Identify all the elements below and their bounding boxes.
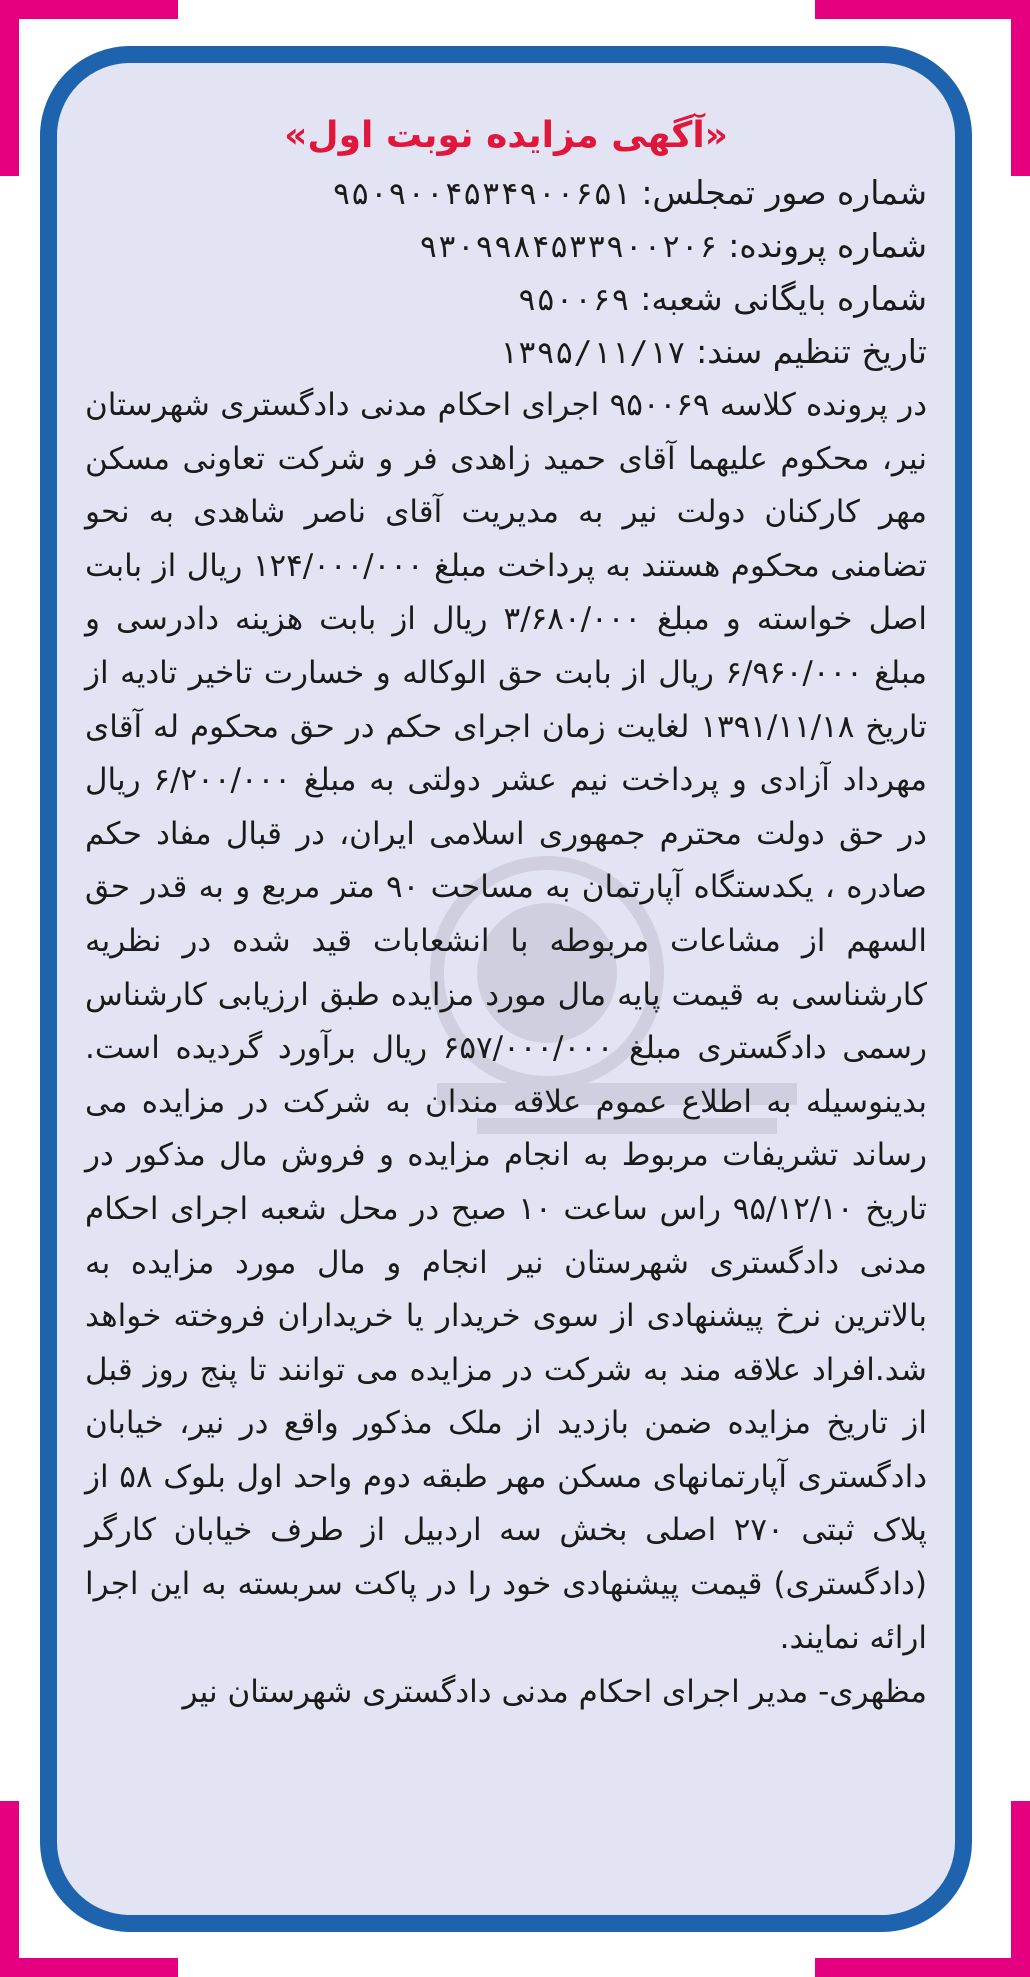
- issue-date: ۱۳۹۵/۱۱/۱۷: [499, 335, 686, 371]
- crop-mark-bottom-left: [0, 1801, 19, 1977]
- case-number: ۹۳۰۹۹۸۴۵۳۳۹۰۰۲۰۶: [419, 229, 718, 265]
- case-number-line: [85, 220, 927, 273]
- crop-mark-top-left: [0, 0, 19, 176]
- crop-mark-top-right: [1011, 0, 1030, 176]
- crop-mark-bottom-right: [1011, 1801, 1030, 1977]
- crop-mark-bottom-left-horizontal: [0, 1958, 178, 1977]
- notice-title: «آگهی مزایده نوبت اول»: [284, 115, 728, 156]
- notice-content: [85, 111, 927, 1885]
- archive-number-line: [85, 273, 927, 326]
- notice-signature: مظهری- مدیر اجرای احکام مدنی دادگستری شهرستان نیر: [182, 1674, 927, 1711]
- record-number-label: شماره صور تمجلس:: [641, 173, 927, 212]
- record-number: ۹۵۰۹۰۰۴۵۳۴۹۰۰۶۵۱: [332, 176, 631, 212]
- issue-date-line: [85, 326, 927, 379]
- crop-mark-top-left-horizontal: [0, 0, 178, 19]
- notice-frame: [40, 46, 972, 1932]
- archive-number-label: شماره بایگانی شعبه:: [640, 279, 927, 318]
- record-number-line: [85, 167, 927, 220]
- archive-number: ۹۵۰۰۶۹: [517, 282, 630, 318]
- issue-date-label: تاریخ تنظیم سند:: [696, 332, 927, 371]
- case-number-label: شماره پرونده:: [728, 226, 927, 265]
- crop-mark-top-right-horizontal: [815, 0, 1030, 19]
- crop-mark-bottom-right-horizontal: [815, 1958, 1030, 1977]
- notice-body: در پرونده کلاسه ۹۵۰۰۶۹ اجرای احکام مدنی دادگستری شهرستان نیر، محکوم علیهما آقای حمید زاهدی فر و شرکت تعاونی مسکن مهر کارکنان دولت نیر به مدیریت آقای ناصر شاهدی به نحو تضامنی محکوم هستند به پرداخت مبلغ ۱۲۴/۰۰۰/۰۰۰ ریال از بابت اصل خواسته و مبلغ ۳/۶۸۰/۰۰۰ ریال از بابت هزینه دادرسی و مبلغ ۶/۹۶۰/۰۰۰ ریال از بابت حق الوکاله و خسارت تاخیر تادیه از تاریخ ۱۳۹۱/۱۱/۱۸ لغایت زمان اجرای حکم در حق محکوم له آقای مهرداد آزادی و پرداخت نیم عشر دولتی به مبلغ ۶/۲۰۰/۰۰۰ ریال در حق دولت محترم جمهوری اسلامی ایران، در قبال مفاد حکم صادره ، یکدستگاه آپارتمان به مساحت ۹۰ متر مربع و به قدر حق السهم از مشاعات مربوطه با انشعابات قید شده در نظریه کارشناسی به قیمت پایه مال مورد مزایده طبق ارزیابی کارشناس رسمی دادگستری مبلغ ۶۵۷/۰۰۰/۰۰۰ ریال برآورد گردیده است. بدینوسیله به اطلاع عموم علاقه مندان به شرکت در مزایده می رساند تشریفات مربوط به انجام مزایده و فروش مال مذکور در تاریخ ۹۵/۱۲/۱۰ راس ساعت ۱۰ صبح در محل شعبه اجرای احکام مدنی دادگستری شهرستان نیر انجام و مال مورد مزایده به بالاترین نرخ پیشنهادی از سوی خریدار یا خریداران فروخته خواهد شد.افراد علاقه مند به شرکت در مزایده می توانند تا پنج روز قبل از تاریخ مزایده ضمن بازدید از ملک مذکور واقع در نیر، خیابان دادگستری آپارتمانهای مسکن مهر طبقه دوم واحد اول بلوک ۵۸ از پلاک ثبتی ۲۷۰ اصلی بخش سه اردبیل از طرف خیابان کارگر (دادگستری) قیمت پیشنهادی خود را در پاکت سربسته به این اجرا ارائه نمایند.: [85, 387, 928, 1656]
